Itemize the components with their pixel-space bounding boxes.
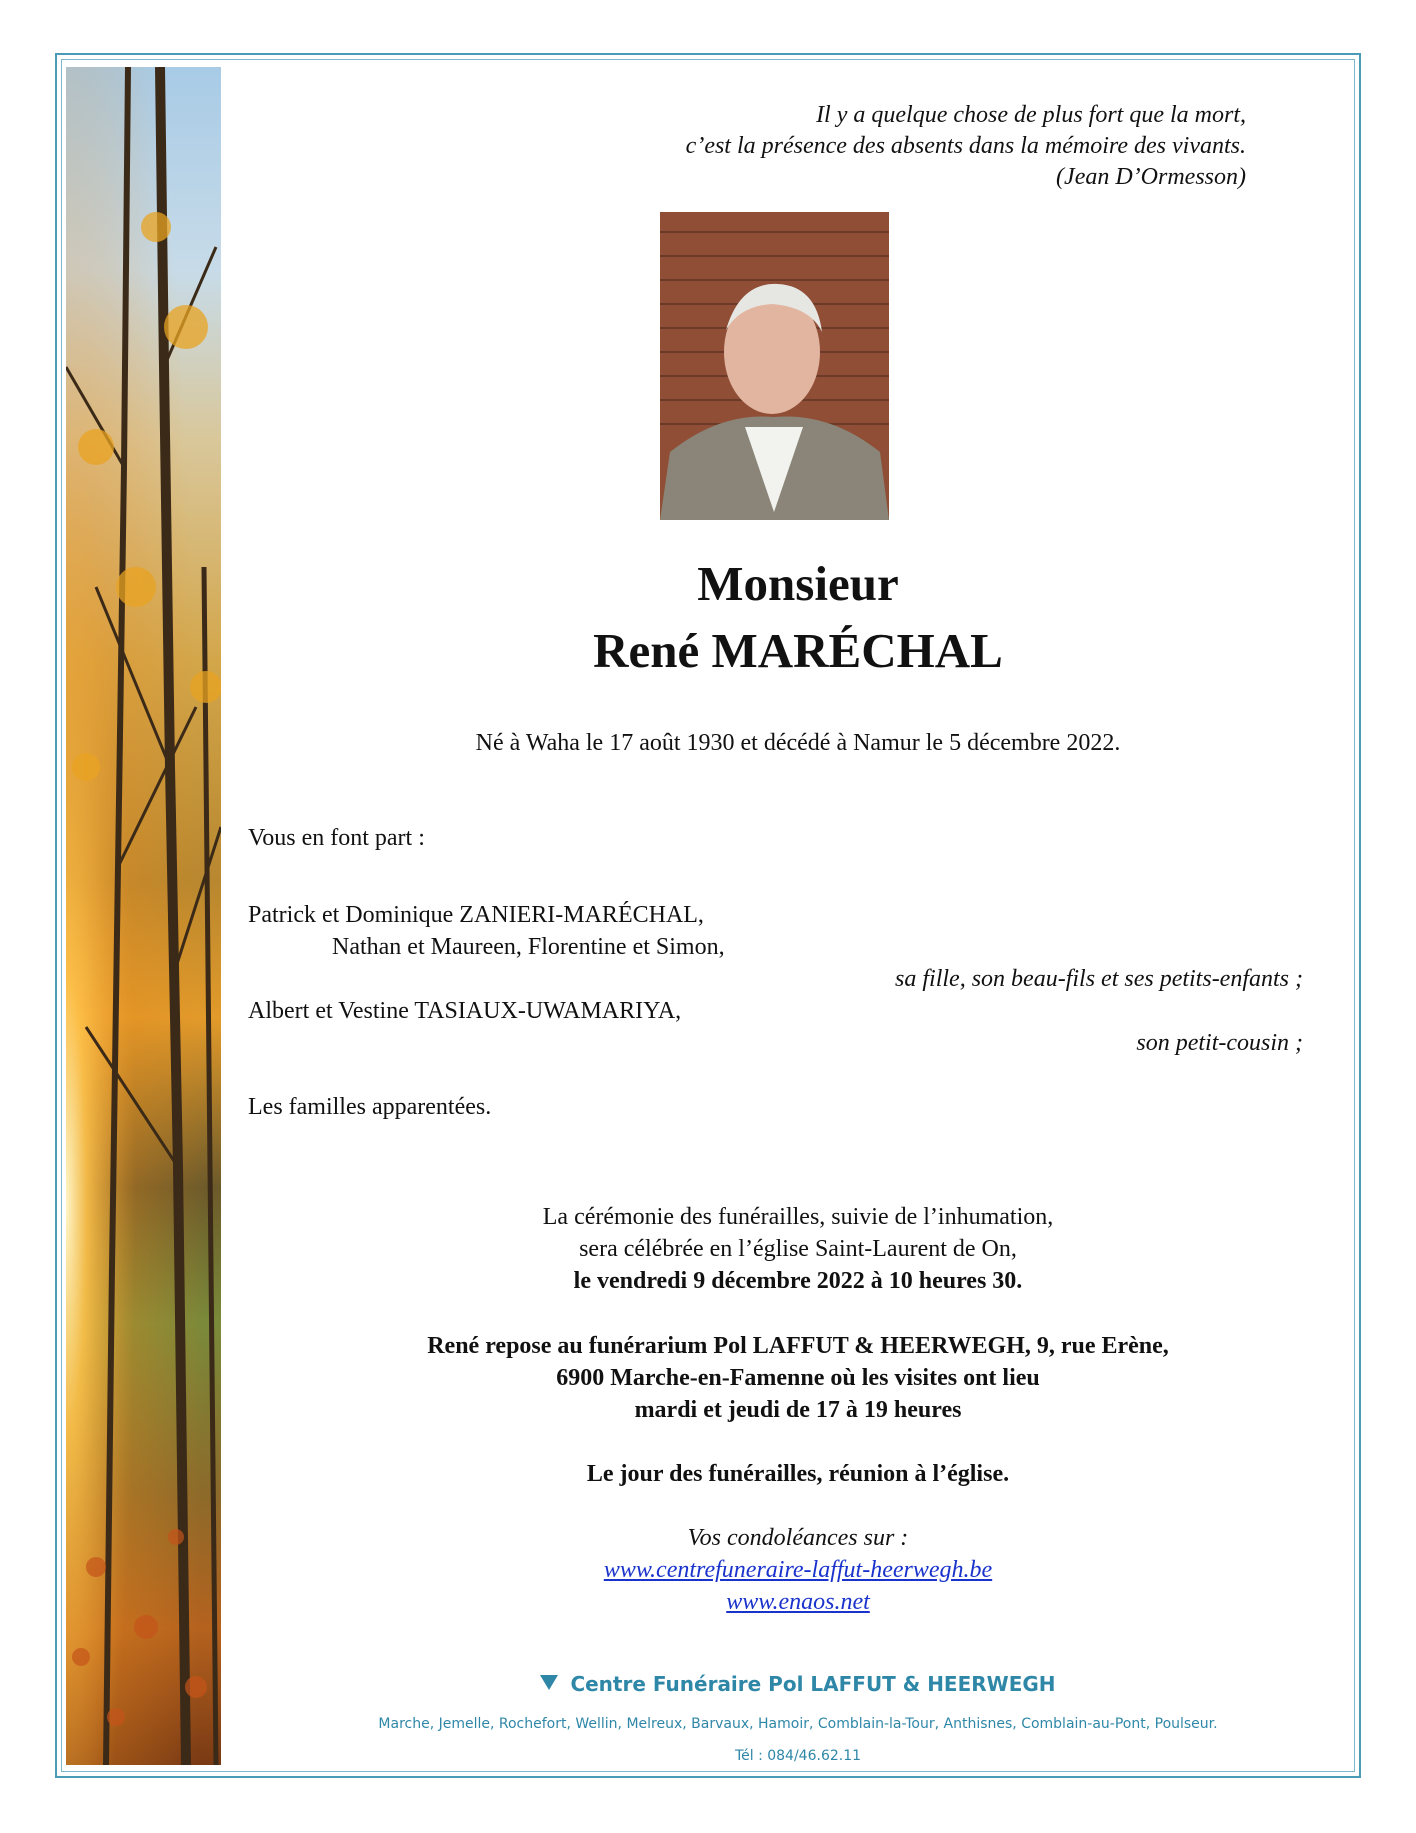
portrait-photo bbox=[660, 212, 889, 520]
funeral-home-locations: Marche, Jemelle, Rochefort, Wellin, Melreux, Barvaux, Hamoir, Comblain-la-Tour, Anthisnes, Comblain-au-Pont, Poulseur. bbox=[378, 1716, 1218, 1732]
visitation-line-1: René repose au funérarium Pol LAFFUT & HEERWEGH, 9, rue Erène, bbox=[427, 1333, 1169, 1359]
quote-line-1: Il y a quelque chose de plus fort que la mort, bbox=[816, 102, 1246, 128]
birth-death-line: Né à Waha le 17 août 1930 et décédé à Namur le 5 décembre 2022. bbox=[475, 730, 1121, 756]
quote-line-2: c’est la présence des absents dans la mémoire des vivants. bbox=[685, 133, 1246, 159]
family-2-relation: son petit-cousin ; bbox=[1136, 1030, 1303, 1056]
family-1-line-2: Nathan et Maureen, Florentine et Simon, bbox=[332, 934, 725, 960]
ceremony-date: le vendredi 9 décembre 2022 à 10 heures 30. bbox=[573, 1268, 1023, 1294]
ceremony-line-2: sera célébrée en l’église Saint-Laurent de On, bbox=[579, 1236, 1017, 1262]
related-families: Les familles apparentées. bbox=[248, 1094, 492, 1120]
condolences-intro: Vos condoléances sur : bbox=[687, 1525, 909, 1551]
deceased-name: René MARÉCHAL bbox=[593, 623, 1003, 678]
triangle-down-icon bbox=[540, 1675, 558, 1690]
funeral-home-label: Centre Funéraire Pol LAFFUT & HEERWEGH bbox=[570, 1672, 1056, 1696]
visitation-line-2: 6900 Marche-en-Famenne où les visites ont lieu bbox=[556, 1365, 1040, 1391]
ceremony-line-1: La cérémonie des funérailles, suivie de l’inhumation, bbox=[542, 1204, 1054, 1230]
condolences-link-enaos[interactable]: www.enaos.net bbox=[726, 1589, 870, 1615]
family-1-relation: sa fille, son beau-fils et ses petits-enfants ; bbox=[895, 966, 1303, 992]
funeral-home-name bbox=[248, 1672, 1348, 1696]
family-1-line-1: Patrick et Dominique ZANIERI-MARÉCHAL, bbox=[248, 902, 704, 928]
quote-author: (Jean D’Ormesson) bbox=[1056, 164, 1246, 190]
announcement-intro: Vous en font part : bbox=[248, 825, 425, 851]
autumn-forest-image bbox=[66, 67, 221, 1765]
condolences-link-laffut[interactable]: www.centrefuneraire-laffut-heerwegh.be bbox=[603, 1557, 993, 1583]
reunion-note: Le jour des funérailles, réunion à l’église. bbox=[586, 1461, 1010, 1487]
epigraph-quote bbox=[686, 100, 1246, 193]
funeral-home-phone: Tél : 084/46.62.11 bbox=[734, 1748, 862, 1764]
family-2-line-1: Albert et Vestine TASIAUX-UWAMARIYA, bbox=[248, 998, 682, 1024]
deceased-title: Monsieur bbox=[697, 556, 899, 611]
visitation-line-3: mardi et jeudi de 17 à 19 heures bbox=[634, 1397, 962, 1423]
